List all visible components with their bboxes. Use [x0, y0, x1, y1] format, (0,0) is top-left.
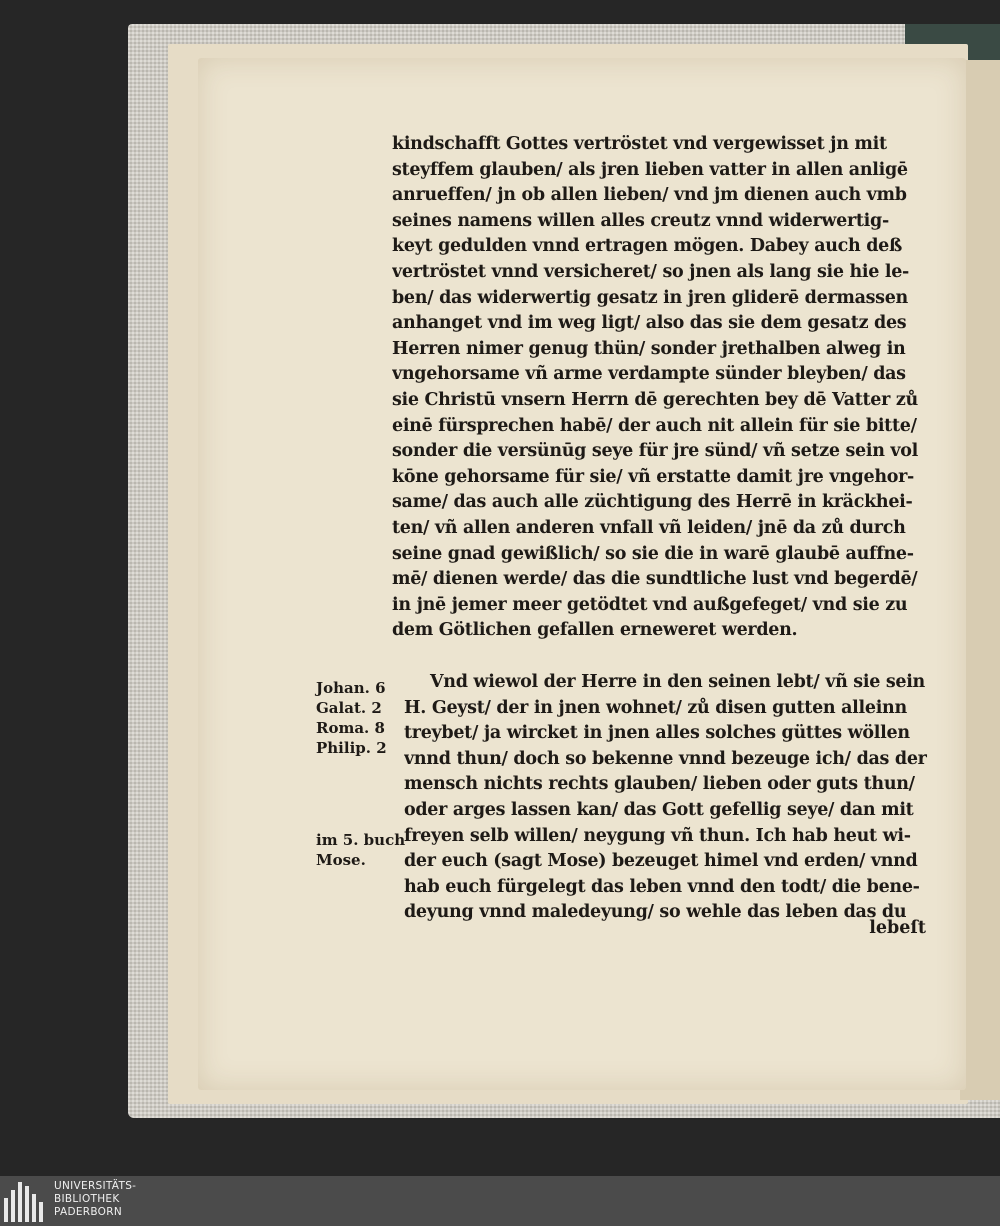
text-line: vngehorsame vñ arme verdampte sünder bleyben/ das [392, 364, 906, 385]
text-line: ten/ vñ allen anderen vnfall vñ leiden/ jnē da zů durch [392, 517, 906, 538]
library-name-line: UNIVERSITÄTS- [54, 1180, 137, 1192]
text-line: vertröstet vnnd versicheret/ so jnen als lang sie hie le- [392, 261, 910, 282]
facing-page-edge [960, 60, 1000, 1100]
text-line: ben/ das widerwertig gesatz in jren gliderē dermassen [392, 287, 908, 308]
text-line: seines namens willen alles creutz vnnd widerwertig- [392, 210, 889, 231]
text-line: kōne gehorsame für sie/ vñ erstatte damit jre vngehor- [392, 466, 914, 487]
text-line: anrueffen/ jn ob allen lieben/ vnd jm dienen auch vmb [392, 185, 907, 206]
margin-notes [316, 678, 406, 870]
margin-note: im 5. buch [316, 831, 406, 849]
library-name-line: PADERBORN [54, 1206, 122, 1218]
text-line: vnnd thun/ doch so bekenne vnnd bezeuge ich/ das der [404, 748, 927, 769]
text-line: oder arges lassen kan/ das Gott gefellig seye/ dan mit [404, 799, 914, 820]
text-line: same/ das auch alle züchtigung des Herrē in kräckhei- [392, 492, 913, 513]
text-line: der euch (sagt Mose) bezeuget himel vnd erden/ vnnd [404, 851, 918, 872]
text-line: Vnd wiewol der Herre in den seinen lebt/ vñ sie sein [430, 672, 925, 692]
library-footer [0, 1176, 1000, 1226]
text-line: keyt gedulden vnnd ertragen mögen. Dabey auch deß [392, 236, 903, 257]
margin-note: Roma. 8 [316, 719, 385, 737]
second-paragraph [404, 670, 934, 926]
text-line: einē fürsprechen habē/ der auch nit allein für sie bitte/ [392, 415, 917, 436]
text-line: kindschafft Gottes vertröstet vnd vergewisset jn mit [392, 134, 887, 154]
text-line: seine gnad gewißlich/ so sie die in warē glaubē auffne- [392, 543, 914, 564]
text-line: hab euch fürgelegt das leben vnnd den todt/ die bene- [404, 876, 920, 897]
text-line: H. Geyst/ der in jnen wohnet/ zů disen gutten alleinn [404, 697, 907, 718]
library-name [54, 1180, 136, 1219]
text-line: in jnē jemer meer getödtet vnd außgefeget/ vnd sie zu [392, 594, 908, 615]
text-line: steyffem glauben/ als jren lieben vatter in allen anligē [392, 159, 908, 180]
library-logo-icon [4, 1180, 46, 1222]
text-line: dem Götlichen gefallen erneweret werden. [392, 620, 798, 641]
margin-note: Mose. [316, 851, 366, 869]
text-line: mē/ dienen werde/ das die sundtliche lust vnd begerdē/ [392, 569, 918, 590]
text-line: anhanget vnd im weg ligt/ also das sie dem gesatz des [392, 313, 907, 334]
margin-note: Galat. 2 [316, 699, 382, 717]
text-line: Herren nimer genug thün/ sonder jrethalben alweg in [392, 338, 906, 359]
main-text-block [392, 132, 937, 644]
text-line: mensch nichts rechts glauben/ lieben oder guts thun/ [404, 774, 915, 795]
margin-note: Johan. 6 [316, 679, 386, 697]
text-line: sonder die versünūg seye für jre sünd/ vñ setze sein vol [392, 441, 919, 462]
text-line: freyen selb willen/ neygung vñ thun. Ich hab heut wi- [404, 825, 911, 846]
catchword: lebeſt [869, 918, 926, 938]
library-name-line: BIBLIOTHEK [54, 1193, 120, 1205]
text-line: deyung vnnd maledeyung/ so wehle das leben das du [404, 902, 907, 923]
margin-note: Philip. 2 [316, 739, 387, 757]
text-line: treybet/ ja wircket in jnen alles solches güttes wöllen [404, 723, 910, 744]
text-line: sie Christū vnsern Herrn dē gerechten bey dē Vatter zů [392, 389, 918, 410]
